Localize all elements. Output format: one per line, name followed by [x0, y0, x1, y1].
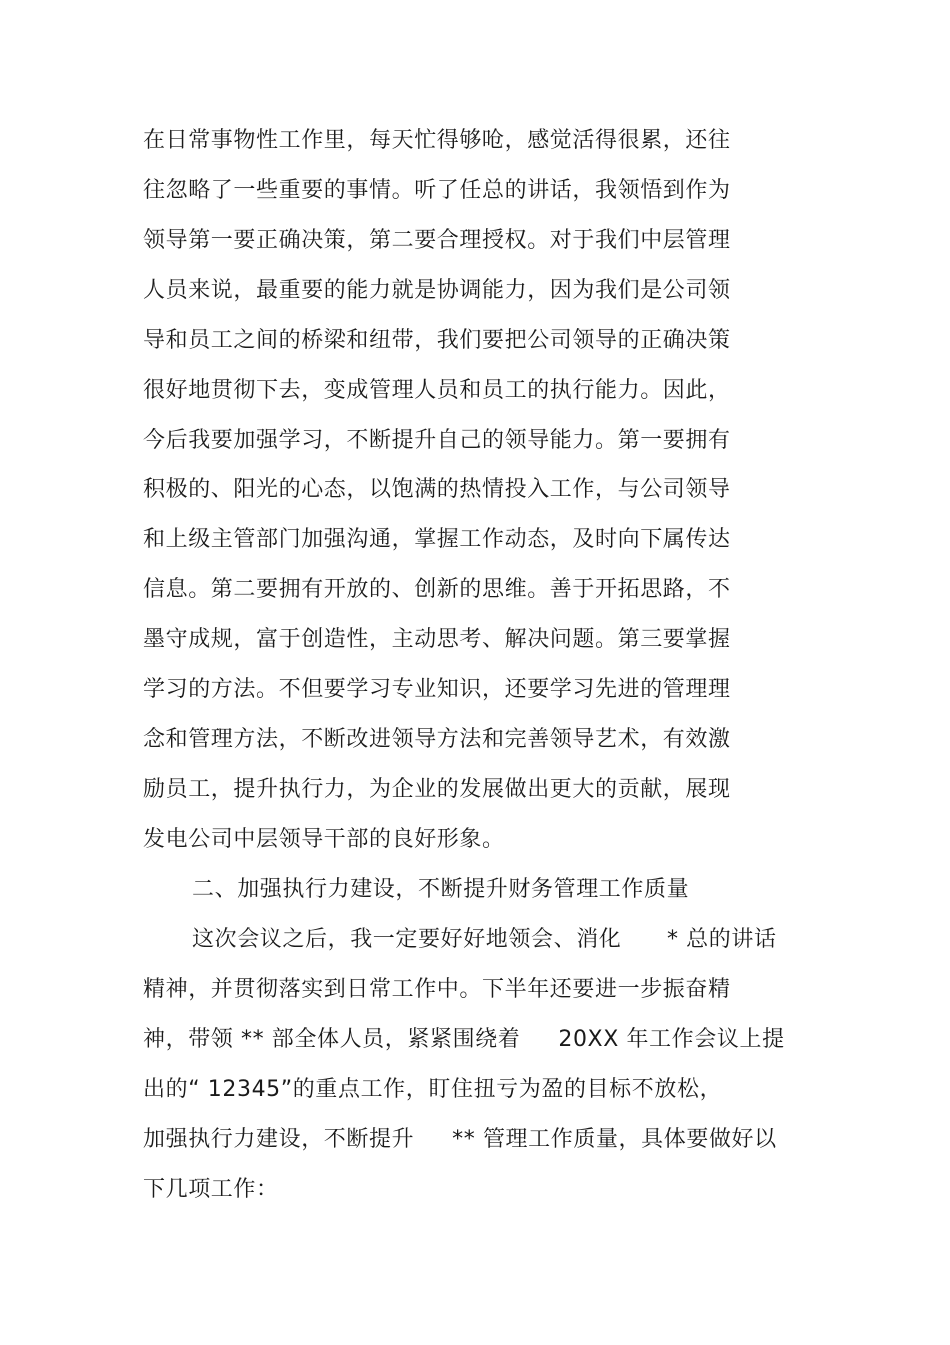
paragraph-2-line-6: 下几项工作：	[143, 1177, 279, 1202]
paragraph-1-line-3: 领导第一要正确决策，第二要合理授权。对于我们中层管理	[143, 228, 731, 253]
paragraph-1-line-1: 在日常事物性工作里，每天忙得够呛，感觉活得很累，还往	[143, 128, 731, 153]
paragraph-1-line-5: 导和员工之间的桥梁和纽带，我们要把公司领导的正确决策	[143, 328, 731, 353]
paragraph-1-line-13: 念和管理方法，不断改进领导方法和完善领导艺术，有效激	[143, 727, 731, 752]
paragraph-1-line-12: 学习的方法。不但要学习专业知识，还要学习先进的管理理	[143, 677, 731, 702]
paragraph-2-line-3: 神，带领 ** 部全体人员，紧紧围绕着 20XX 年工作会议上提	[143, 1027, 785, 1052]
paragraph-1-line-4: 人员来说，最重要的能力就是协调能力，因为我们是公司领	[143, 278, 731, 303]
paragraph-2-line-4: 出的“ 12345”的重点工作，盯住扭亏为盈的目标不放松，	[143, 1077, 723, 1102]
paragraph-1-line-2: 往忽略了一些重要的事情。听了任总的讲话，我领悟到作为	[143, 178, 731, 203]
paragraph-1-line-11: 墨守成规，富于创造性，主动思考、解决问题。第三要掌握	[143, 627, 731, 652]
paragraph-2-line-2: 精神，并贯彻落实到日常工作中。下半年还要进一步振奋精	[143, 977, 731, 1002]
paragraph-1-line-14: 励员工，提升执行力，为企业的发展做出更大的贡献，展现	[143, 777, 731, 802]
paragraph-1-line-15: 发电公司中层领导干部的良好形象。	[143, 827, 505, 852]
paragraph-2-line-5: 加强执行力建设，不断提升 ** 管理工作质量，具体要做好以	[143, 1127, 777, 1152]
paragraph-1-line-8: 积极的、阳光的心态，以饱满的热情投入工作，与公司领导	[143, 477, 731, 502]
paragraph-1-line-9: 和上级主管部门加强沟通，掌握工作动态，及时向下属传达	[143, 527, 731, 552]
paragraph-1-line-7: 今后我要加强学习，不断提升自己的领导能力。第一要拥有	[143, 428, 731, 453]
paragraph-1-line-10: 信息。第二要拥有开放的、创新的思维。善于开拓思路，不	[143, 577, 731, 602]
paragraph-1-line-6: 很好地贯彻下去，变成管理人员和员工的执行能力。因此，	[143, 378, 731, 403]
section-heading-2: 二、加强执行力建设，不断提升财务管理工作质量	[192, 877, 690, 902]
paragraph-2-line-1: 这次会议之后，我一定要好好地领会、消化 * 总的讲话	[192, 927, 777, 952]
